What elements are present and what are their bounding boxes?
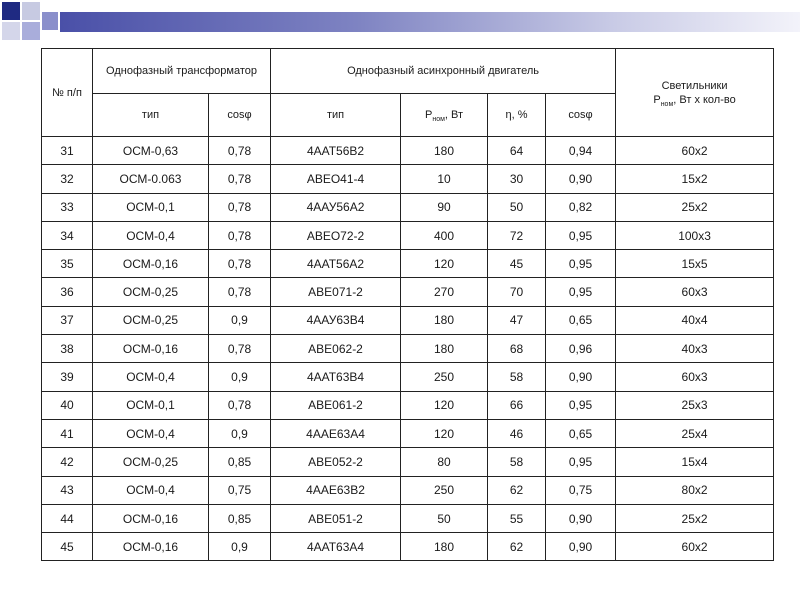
header-gradient-bar [60, 12, 800, 32]
cell-tr-type: ОСМ-0,16 [93, 250, 209, 278]
cell-lamps: 15х4 [616, 448, 774, 476]
cell-m-type: АВЕ051-2 [271, 504, 401, 532]
cell-num: 34 [42, 221, 93, 249]
cell-m-type: АВЕ062-2 [271, 335, 401, 363]
cell-m-type: АВЕО41-4 [271, 165, 401, 193]
cell-lamps: 40х4 [616, 306, 774, 334]
table-row [42, 137, 774, 165]
cell-m-type: 4ААТ56В2 [271, 137, 401, 165]
decor-square [42, 12, 58, 30]
cell-m-power: 50 [401, 504, 488, 532]
cell-tr-type: ОСМ-0,4 [93, 476, 209, 504]
cell-m-type: 4ААТ63В4 [271, 363, 401, 391]
cell-m-eta: 58 [488, 363, 546, 391]
cell-m-cos: 0,90 [546, 165, 616, 193]
subheader-m-p-rest: , Вт [444, 109, 464, 121]
cell-m-eta: 30 [488, 165, 546, 193]
cell-m-eta: 66 [488, 391, 546, 419]
subheader-m-power [401, 94, 488, 137]
cell-m-cos: 0,95 [546, 250, 616, 278]
cell-lamps: 25х2 [616, 504, 774, 532]
header-motor: Однофазный асинхронный двигатель [271, 49, 616, 94]
cell-tr-cos: 0,9 [209, 419, 271, 447]
cell-tr-cos: 0,78 [209, 165, 271, 193]
cell-m-eta: 45 [488, 250, 546, 278]
decor-square [2, 22, 20, 40]
cell-num: 35 [42, 250, 93, 278]
cell-tr-type: ОСМ-0,63 [93, 137, 209, 165]
cell-lamps: 60х3 [616, 363, 774, 391]
cell-tr-type: ОСМ-0,25 [93, 278, 209, 306]
cell-lamps: 60х3 [616, 278, 774, 306]
subheader-m-eta: η, % [488, 94, 546, 137]
cell-m-power: 180 [401, 533, 488, 561]
subheader-m-type: тип [271, 94, 401, 137]
cell-lamps: 25х3 [616, 391, 774, 419]
cell-tr-cos: 0,78 [209, 335, 271, 363]
cell-tr-cos: 0,9 [209, 533, 271, 561]
cell-m-power: 90 [401, 193, 488, 221]
cell-tr-cos: 0,78 [209, 391, 271, 419]
header-lamps-rest: , Вт х кол-во [673, 93, 736, 106]
cell-tr-type: ОСМ-0,4 [93, 221, 209, 249]
cell-tr-cos: 0,75 [209, 476, 271, 504]
cell-tr-cos: 0,85 [209, 448, 271, 476]
cell-m-eta: 50 [488, 193, 546, 221]
decor-square [22, 22, 40, 40]
header-transformer: Однофазный трансформатор [93, 49, 271, 94]
table-row [42, 533, 774, 561]
cell-m-type: АВЕ061-2 [271, 391, 401, 419]
cell-m-power: 270 [401, 278, 488, 306]
cell-lamps: 15х5 [616, 250, 774, 278]
cell-num: 38 [42, 335, 93, 363]
table-row [42, 250, 774, 278]
cell-m-eta: 55 [488, 504, 546, 532]
cell-m-type: 4ААЕ63А4 [271, 419, 401, 447]
cell-tr-cos: 0,9 [209, 363, 271, 391]
subheader-tr-cos: cosφ [209, 94, 271, 137]
decor-square [2, 2, 20, 20]
cell-tr-type: ОСМ-0,16 [93, 335, 209, 363]
cell-m-type: 4ААТ63А4 [271, 533, 401, 561]
cell-m-eta: 58 [488, 448, 546, 476]
cell-lamps: 40х3 [616, 335, 774, 363]
cell-tr-type: ОСМ-0.063 [93, 165, 209, 193]
subheader-m-cos: cosφ [546, 94, 616, 137]
table-row [42, 391, 774, 419]
table-row [42, 419, 774, 447]
cell-m-type: 4ААТ56А2 [271, 250, 401, 278]
cell-tr-type: ОСМ-0,1 [93, 193, 209, 221]
cell-tr-type: ОСМ-0,16 [93, 504, 209, 532]
header-num: № п/п [42, 49, 93, 137]
cell-m-power: 250 [401, 476, 488, 504]
table-row [42, 504, 774, 532]
subheader-tr-type: тип [93, 94, 209, 137]
cell-num: 40 [42, 391, 93, 419]
header-lamps [616, 49, 774, 137]
cell-lamps: 15х2 [616, 165, 774, 193]
cell-num: 41 [42, 419, 93, 447]
table-row [42, 193, 774, 221]
cell-m-power: 120 [401, 419, 488, 447]
cell-lamps: 100х3 [616, 221, 774, 249]
cell-num: 44 [42, 504, 93, 532]
decor-square [22, 2, 40, 20]
cell-tr-cos: 0,78 [209, 137, 271, 165]
table-row [42, 448, 774, 476]
cell-tr-cos: 0,78 [209, 221, 271, 249]
cell-lamps: 25х2 [616, 193, 774, 221]
header-row [42, 49, 774, 94]
cell-num: 36 [42, 278, 93, 306]
cell-m-type: АВЕ071-2 [271, 278, 401, 306]
slide-header-decoration [0, 0, 800, 38]
cell-m-eta: 64 [488, 137, 546, 165]
cell-m-power: 120 [401, 391, 488, 419]
cell-num: 42 [42, 448, 93, 476]
cell-tr-cos: 0,85 [209, 504, 271, 532]
cell-m-cos: 0,90 [546, 363, 616, 391]
cell-tr-cos: 0,78 [209, 250, 271, 278]
cell-lamps: 80х2 [616, 476, 774, 504]
cell-m-cos: 0,94 [546, 137, 616, 165]
cell-num: 45 [42, 533, 93, 561]
table-row [42, 306, 774, 334]
cell-tr-type: ОСМ-0,25 [93, 306, 209, 334]
cell-num: 43 [42, 476, 93, 504]
header-lamps-p: Р [653, 93, 661, 106]
cell-m-power: 180 [401, 335, 488, 363]
cell-m-power: 400 [401, 221, 488, 249]
subheader-m-p-sub: ном [432, 116, 445, 124]
cell-num: 32 [42, 165, 93, 193]
cell-num: 39 [42, 363, 93, 391]
cell-lamps: 60х2 [616, 533, 774, 561]
cell-m-type: АВЕ052-2 [271, 448, 401, 476]
cell-tr-cos: 0,9 [209, 306, 271, 334]
cell-m-power: 80 [401, 448, 488, 476]
cell-tr-type: ОСМ-0,4 [93, 419, 209, 447]
cell-tr-type: ОСМ-0,25 [93, 448, 209, 476]
cell-num: 33 [42, 193, 93, 221]
table-row [42, 335, 774, 363]
cell-m-eta: 62 [488, 476, 546, 504]
table-row [42, 363, 774, 391]
cell-m-cos: 0,95 [546, 278, 616, 306]
header-lamps-title: Светильники [661, 79, 728, 92]
cell-m-power: 180 [401, 137, 488, 165]
cell-m-power: 180 [401, 306, 488, 334]
cell-m-power: 10 [401, 165, 488, 193]
cell-m-eta: 68 [488, 335, 546, 363]
cell-m-cos: 0,75 [546, 476, 616, 504]
table-row [42, 278, 774, 306]
table-row [42, 221, 774, 249]
cell-m-cos: 0,65 [546, 419, 616, 447]
cell-m-type: 4ААУ63В4 [271, 306, 401, 334]
cell-m-power: 250 [401, 363, 488, 391]
cell-m-cos: 0,96 [546, 335, 616, 363]
cell-num: 37 [42, 306, 93, 334]
cell-m-eta: 72 [488, 221, 546, 249]
cell-m-cos: 0,90 [546, 504, 616, 532]
cell-m-type: АВЕО72-2 [271, 221, 401, 249]
cell-m-cos: 0,90 [546, 533, 616, 561]
cell-tr-type: ОСМ-0,4 [93, 363, 209, 391]
variants-table [41, 48, 774, 561]
cell-tr-type: ОСМ-0,16 [93, 533, 209, 561]
header-lamps-sub: ном [660, 100, 674, 108]
cell-m-type: 4ААЕ63В2 [271, 476, 401, 504]
cell-m-cos: 0,95 [546, 391, 616, 419]
cell-lamps: 60х2 [616, 137, 774, 165]
cell-m-eta: 47 [488, 306, 546, 334]
subheader-m-p: Р [424, 109, 433, 121]
cell-tr-cos: 0,78 [209, 278, 271, 306]
cell-m-cos: 0,95 [546, 221, 616, 249]
cell-tr-cos: 0,78 [209, 193, 271, 221]
cell-m-eta: 62 [488, 533, 546, 561]
cell-m-power: 120 [401, 250, 488, 278]
cell-m-cos: 0,65 [546, 306, 616, 334]
table-row [42, 165, 774, 193]
table-row [42, 476, 774, 504]
cell-m-eta: 70 [488, 278, 546, 306]
cell-lamps: 25х4 [616, 419, 774, 447]
cell-m-cos: 0,82 [546, 193, 616, 221]
cell-tr-type: ОСМ-0,1 [93, 391, 209, 419]
cell-m-eta: 46 [488, 419, 546, 447]
cell-m-cos: 0,95 [546, 448, 616, 476]
cell-num: 31 [42, 137, 93, 165]
cell-m-type: 4ААУ56А2 [271, 193, 401, 221]
